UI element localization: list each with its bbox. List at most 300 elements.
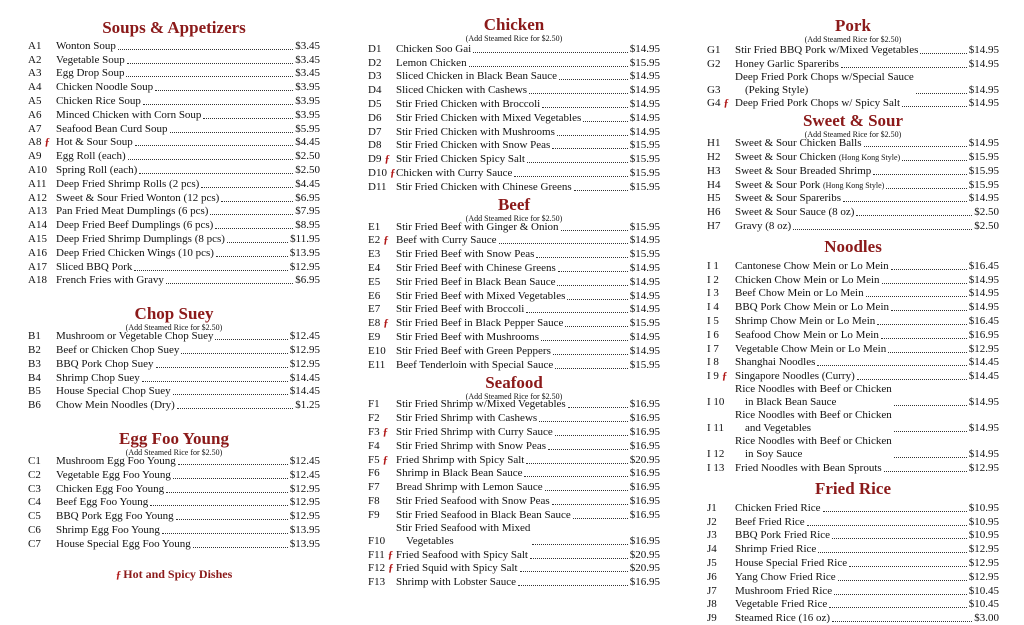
menu-item[interactable] <box>707 300 999 314</box>
dot-leader <box>532 544 627 545</box>
item-code-text: C3 <box>28 482 41 495</box>
menu-item[interactable] <box>707 178 999 192</box>
item-code <box>368 576 396 589</box>
item-name <box>56 538 191 551</box>
item-name <box>735 315 875 328</box>
item-name-text: Sweet & Sour Chicken Balls <box>735 137 862 150</box>
menu-item[interactable] <box>28 163 320 177</box>
menu-item[interactable] <box>707 314 999 328</box>
menu-item[interactable] <box>368 125 660 139</box>
item-name-text: Hot & Sour Soup <box>56 136 133 149</box>
item-code-text: I 1 <box>707 259 719 272</box>
menu-item[interactable] <box>707 328 999 342</box>
item-name-text: Wonton Soup <box>56 39 116 52</box>
item-code-text: F1 <box>368 398 380 411</box>
item-code <box>707 598 735 611</box>
menu-item[interactable] <box>368 453 660 467</box>
item-code <box>28 123 56 136</box>
item-code-text: H3 <box>707 164 721 177</box>
menu-item[interactable] <box>707 611 999 625</box>
item-code <box>707 301 735 314</box>
dot-leader <box>166 283 293 284</box>
menu-item[interactable] <box>707 71 999 97</box>
item-price: $16.95 <box>629 425 660 438</box>
item-price: $14.95 <box>629 234 660 247</box>
menu-item[interactable] <box>368 411 660 425</box>
item-name-text: House Special Egg Foo Young <box>56 537 191 550</box>
item-code <box>368 43 396 56</box>
item-name <box>396 153 525 166</box>
item-code-text: A15 <box>28 232 47 245</box>
menu-item[interactable] <box>28 191 320 205</box>
item-name <box>56 219 213 232</box>
menu-item[interactable] <box>28 122 320 136</box>
item-price: $20.95 <box>629 562 660 575</box>
item-price: $14.95 <box>968 287 999 300</box>
dot-leader <box>838 580 967 581</box>
item-code-text: J4 <box>707 543 717 556</box>
item-price: $14.95 <box>968 43 999 56</box>
menu-item[interactable] <box>28 274 320 288</box>
section-items-soups <box>28 39 320 287</box>
menu-item[interactable] <box>28 149 320 163</box>
menu-item[interactable] <box>707 598 999 612</box>
dot-leader <box>877 324 967 325</box>
item-name <box>56 123 168 136</box>
item-name <box>396 481 543 494</box>
section-items-beef <box>368 220 660 372</box>
item-price: $15.95 <box>629 56 660 69</box>
menu-item[interactable] <box>368 70 660 84</box>
menu-item[interactable] <box>368 234 660 248</box>
menu-item[interactable] <box>28 496 320 510</box>
item-price: $10.95 <box>968 501 999 514</box>
menu-item[interactable] <box>368 522 660 548</box>
item-price: $12.95 <box>289 357 320 370</box>
item-name <box>56 510 174 523</box>
dot-leader <box>181 353 287 354</box>
menu-item[interactable] <box>707 515 999 529</box>
item-name <box>735 192 841 205</box>
menu-item[interactable] <box>28 80 320 94</box>
dot-leader <box>857 379 967 380</box>
dot-leader <box>886 188 966 189</box>
item-name-text: Mushroom Egg Foo Young <box>56 454 176 467</box>
item-name <box>735 409 892 435</box>
menu-item[interactable] <box>368 467 660 481</box>
item-name-text: Seafood Bean Curd Soup <box>56 122 168 135</box>
dot-leader <box>829 607 967 608</box>
item-name <box>735 612 830 625</box>
item-code <box>368 426 396 439</box>
dot-leader <box>891 310 967 311</box>
item-code <box>368 57 396 70</box>
dot-leader <box>902 106 967 107</box>
spicy-legend <box>28 567 320 582</box>
item-name-text: Sweet & Sour Sauce (8 oz) <box>735 206 855 219</box>
dot-leader <box>559 79 628 80</box>
item-code-text: I 3 <box>707 287 719 300</box>
item-name <box>396 126 555 139</box>
item-code <box>707 84 735 97</box>
item-name <box>56 330 213 343</box>
menu-item[interactable] <box>28 136 320 150</box>
menu-item[interactable] <box>707 259 999 273</box>
section-note: (Add Steamed Rice for $2.50) <box>465 34 563 43</box>
item-price: $15.95 <box>968 178 999 191</box>
item-name-text: Sweet & Sour Fried Wonton (12 pcs) <box>56 191 220 204</box>
menu-item[interactable] <box>368 152 660 166</box>
pepper-icon: ƒ <box>721 370 728 383</box>
menu-item[interactable] <box>28 371 320 385</box>
dot-leader <box>173 394 288 395</box>
menu-item[interactable] <box>707 219 999 233</box>
menu-item[interactable] <box>368 398 660 412</box>
item-code-text: D9 <box>368 153 382 166</box>
item-price: $14.95 <box>629 261 660 274</box>
dot-leader <box>176 519 288 520</box>
item-name <box>735 151 900 164</box>
item-code-text: J3 <box>707 529 717 542</box>
menu-item[interactable] <box>368 166 660 180</box>
menu-item[interactable] <box>707 164 999 178</box>
menu-item[interactable] <box>707 287 999 301</box>
menu-item[interactable] <box>707 342 999 356</box>
item-name-text: House Special Fried Rice <box>735 556 848 569</box>
item-name <box>56 205 208 218</box>
item-price: $8.95 <box>295 219 320 232</box>
item-name <box>735 58 839 71</box>
menu-item[interactable] <box>368 247 660 261</box>
section-note: (Add Steamed Rice for $2.50) <box>465 213 563 223</box>
section-items-fried-rice <box>707 501 999 625</box>
menu-item[interactable] <box>368 83 660 97</box>
item-name-text: Deep Fried Pork Chops w/ Spicy Salt <box>735 97 900 110</box>
item-code <box>368 412 396 425</box>
item-price: $14.95 <box>968 422 999 435</box>
item-name-text: Deep Fried Pork Chops w/Special Sauce <box>735 70 914 83</box>
item-price: $4.45 <box>295 177 320 190</box>
dot-leader <box>567 299 627 300</box>
item-code <box>28 54 56 67</box>
menu-item[interactable] <box>28 232 320 246</box>
menu-item[interactable] <box>28 246 320 260</box>
item-price: $16.95 <box>968 328 999 341</box>
menu-item[interactable] <box>368 344 660 358</box>
dot-leader <box>215 339 287 340</box>
item-price: $20.95 <box>629 548 660 561</box>
item-name <box>396 562 518 575</box>
menu-item[interactable] <box>28 94 320 108</box>
menu-item[interactable] <box>707 205 999 219</box>
menu-item[interactable] <box>368 494 660 508</box>
item-code-text: B3 <box>28 357 41 370</box>
item-code <box>28 385 56 398</box>
menu-item[interactable] <box>368 289 660 303</box>
menu-item[interactable] <box>707 556 999 570</box>
menu-item[interactable] <box>707 273 999 287</box>
item-price: $3.95 <box>295 94 320 107</box>
item-code <box>368 495 396 508</box>
menu-item[interactable] <box>28 218 320 232</box>
item-name-text: Honey Garlic Spareribs <box>735 57 839 70</box>
menu-item[interactable] <box>368 330 660 344</box>
menu-item[interactable] <box>368 548 660 562</box>
menu-item[interactable] <box>368 562 660 576</box>
item-price: $10.45 <box>968 584 999 597</box>
item-price: $10.45 <box>968 598 999 611</box>
menu-item[interactable] <box>707 192 999 206</box>
menu-item[interactable] <box>28 385 320 399</box>
item-name-text: Stir Fried Shrimp with Snow Peas <box>396 439 547 452</box>
dot-leader <box>555 368 627 369</box>
item-price: $14.95 <box>968 396 999 409</box>
item-price: $10.95 <box>968 515 999 528</box>
item-code-text: A11 <box>28 177 47 190</box>
item-name <box>735 44 918 57</box>
menu-item[interactable] <box>28 39 320 53</box>
dot-leader <box>884 471 967 472</box>
item-code-text: F2 <box>368 412 380 425</box>
menu-item[interactable] <box>707 435 999 461</box>
menu-item[interactable] <box>368 439 660 453</box>
dot-leader <box>873 174 966 175</box>
item-code <box>28 455 56 468</box>
menu-item[interactable] <box>707 356 999 370</box>
item-name <box>735 529 830 542</box>
menu-item[interactable] <box>707 150 999 164</box>
section-header-sweet-sour <box>707 111 999 140</box>
menu-item[interactable] <box>28 523 320 537</box>
menu-item[interactable] <box>368 358 660 372</box>
pepper-icon: ƒ <box>389 166 396 179</box>
dot-leader <box>823 511 967 512</box>
menu-item[interactable] <box>368 425 660 439</box>
menu-item[interactable] <box>368 261 660 275</box>
menu-item[interactable] <box>28 108 320 122</box>
menu-item[interactable] <box>707 369 999 383</box>
item-code-text: I 2 <box>707 273 719 286</box>
dot-leader <box>520 571 628 572</box>
menu-item[interactable] <box>368 480 660 494</box>
pepper-icon: ƒ <box>388 562 394 575</box>
item-name <box>396 84 527 97</box>
item-price: $16.95 <box>629 576 660 589</box>
menu-item[interactable] <box>28 482 320 496</box>
item-name <box>735 502 821 515</box>
menu-item[interactable] <box>28 343 320 357</box>
item-code-text: B2 <box>28 343 41 356</box>
item-name-text: Stir Fried Shrimp with Curry Sauce <box>396 425 553 438</box>
menu-item[interactable] <box>368 42 660 56</box>
item-price: $16.95 <box>629 412 660 425</box>
item-code-text: A4 <box>28 81 42 94</box>
item-name <box>735 301 889 314</box>
item-code-text: E9 <box>368 330 381 343</box>
item-code-text: D1 <box>368 42 382 55</box>
menu-item[interactable] <box>707 383 999 409</box>
item-code <box>28 136 56 149</box>
dot-leader <box>894 405 967 406</box>
item-code-text: D6 <box>368 111 382 124</box>
menu-item[interactable] <box>28 205 320 219</box>
dot-leader <box>555 435 628 436</box>
section-header-soups <box>28 19 320 39</box>
menu-item[interactable] <box>28 53 320 67</box>
dot-leader <box>552 148 627 149</box>
item-code-text: E6 <box>368 289 381 302</box>
item-price: $1.25 <box>295 399 320 412</box>
item-name <box>396 549 528 562</box>
dot-leader <box>882 283 967 284</box>
dot-leader <box>135 145 294 146</box>
menu-item[interactable] <box>28 398 320 412</box>
item-name-text: Beef Fried Rice <box>735 515 805 528</box>
item-name <box>396 467 522 480</box>
item-code-text: C7 <box>28 537 41 550</box>
item-price: $12.95 <box>968 556 999 569</box>
item-name-text: Stir Fried Chicken with Snow Peas <box>396 139 551 152</box>
dot-leader <box>514 176 627 177</box>
item-code <box>707 612 735 625</box>
item-name-text: Stir Fried Beef with Mixed Vegetables <box>396 289 566 302</box>
section-title: Seafood <box>485 372 543 392</box>
item-price: $3.45 <box>295 67 320 80</box>
menu-item[interactable] <box>368 180 660 194</box>
item-name <box>56 344 179 357</box>
menu-item[interactable] <box>368 220 660 234</box>
item-name <box>396 331 539 344</box>
item-style-note: (Hong Kong Style) <box>823 180 885 190</box>
pepper-icon: ƒ <box>44 136 50 149</box>
item-name-text: BBQ Pork Egg Foo Young <box>56 510 174 523</box>
item-name-text: Pan Fried Meat Dumplings (6 pcs) <box>56 205 209 218</box>
dot-leader <box>126 76 293 77</box>
menu-item[interactable] <box>368 97 660 111</box>
dot-leader <box>139 173 293 174</box>
item-name <box>56 496 148 509</box>
item-name <box>56 524 160 537</box>
menu-item[interactable] <box>707 57 999 71</box>
menu-item[interactable] <box>368 139 660 153</box>
menu-item[interactable] <box>28 177 320 191</box>
menu-item[interactable] <box>28 357 320 371</box>
menu-item[interactable] <box>707 570 999 584</box>
menu-item[interactable] <box>707 501 999 515</box>
dot-leader <box>227 242 288 243</box>
menu-item[interactable] <box>707 409 999 435</box>
menu-item[interactable] <box>28 329 320 343</box>
item-name <box>56 455 176 468</box>
dot-leader <box>894 457 967 458</box>
item-price: $3.45 <box>295 53 320 66</box>
menu-item[interactable] <box>707 584 999 598</box>
menu-item[interactable] <box>368 111 660 125</box>
dot-leader <box>553 354 628 355</box>
item-code-text: A1 <box>28 39 42 52</box>
item-price: $16.95 <box>629 481 660 494</box>
item-price: $14.95 <box>629 42 660 55</box>
item-code <box>707 97 735 110</box>
menu-item[interactable] <box>707 461 999 475</box>
item-name <box>396 221 559 234</box>
item-price: $14.45 <box>968 370 999 383</box>
item-code-text: E2 <box>368 234 381 247</box>
dot-leader <box>541 340 628 341</box>
item-code-text: A18 <box>28 274 47 287</box>
item-price: $12.95 <box>289 482 320 495</box>
section-note: (Add Steamed Rice for $2.50) <box>125 323 223 333</box>
dot-leader <box>920 53 966 54</box>
item-name-text: Deep Fried Chicken Wings (10 pcs) <box>56 246 214 259</box>
dot-leader <box>166 492 288 493</box>
menu-item[interactable] <box>368 56 660 70</box>
item-code <box>368 440 396 453</box>
item-price: $16.95 <box>629 398 660 411</box>
item-name-text: Shrimp in Black Bean Sauce <box>396 467 523 480</box>
item-code-text: I 12 <box>707 448 725 461</box>
item-price: $15.95 <box>629 153 660 166</box>
item-code <box>28 205 56 218</box>
menu-item[interactable] <box>28 67 320 81</box>
dot-leader <box>548 449 628 450</box>
item-price: $15.95 <box>629 220 660 233</box>
item-name <box>735 435 892 461</box>
item-code-text: A5 <box>28 94 42 107</box>
item-code <box>368 509 396 522</box>
item-code-text: F7 <box>368 481 380 494</box>
item-code <box>707 206 735 219</box>
item-code-text: D2 <box>368 56 382 69</box>
menu-item[interactable] <box>368 575 660 589</box>
item-code <box>707 220 735 233</box>
menu-item[interactable] <box>28 260 320 274</box>
item-code-text: G2 <box>707 57 721 70</box>
menu-item[interactable] <box>28 509 320 523</box>
item-price: $15.95 <box>968 150 999 163</box>
item-code <box>368 398 396 411</box>
menu-item[interactable] <box>28 454 320 468</box>
section-title: Pork <box>835 16 871 35</box>
item-code <box>707 370 735 383</box>
item-name <box>56 95 141 108</box>
item-code <box>368 221 396 234</box>
menu-item[interactable] <box>368 508 660 522</box>
item-name <box>735 260 889 273</box>
item-name <box>56 233 225 246</box>
item-price: $14.95 <box>968 97 999 110</box>
menu-item[interactable] <box>707 542 999 556</box>
menu-item[interactable] <box>28 468 320 482</box>
item-code-text: A13 <box>28 205 47 218</box>
menu-item[interactable] <box>368 303 660 317</box>
item-name-text: Vegetable Egg Foo Young <box>56 468 171 481</box>
menu-item[interactable] <box>28 537 320 551</box>
item-name-text: Stir Fried Beef in Black Bean Sauce <box>396 275 556 288</box>
dot-leader <box>545 490 628 491</box>
menu-item[interactable] <box>368 275 660 289</box>
item-code-text: C2 <box>28 468 41 481</box>
item-code-text: J7 <box>707 584 717 597</box>
item-name-text: French Fries with Gravy <box>56 274 164 287</box>
menu-item[interactable] <box>707 97 999 111</box>
menu-item[interactable] <box>707 136 999 150</box>
menu-item[interactable] <box>707 529 999 543</box>
item-name <box>396 454 524 467</box>
item-code <box>368 276 396 289</box>
menu-item[interactable] <box>368 316 660 330</box>
menu-item[interactable] <box>707 43 999 57</box>
